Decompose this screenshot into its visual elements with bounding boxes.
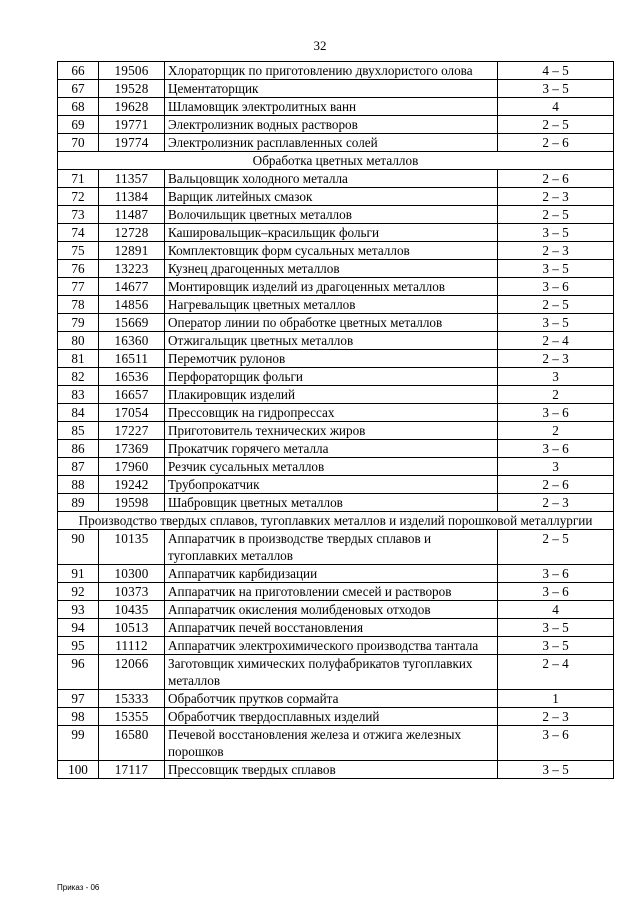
profession-code: 17227 bbox=[99, 422, 165, 440]
profession-code: 19774 bbox=[99, 134, 165, 152]
row-number: 99 bbox=[58, 726, 99, 761]
row-number: 66 bbox=[58, 62, 99, 80]
grade-range: 3 – 5 bbox=[498, 80, 614, 98]
row-number: 96 bbox=[58, 655, 99, 690]
profession-name: Электролизник расплавленных солей bbox=[165, 134, 498, 152]
row-number: 85 bbox=[58, 422, 99, 440]
row-number: 75 bbox=[58, 242, 99, 260]
grade-range: 3 – 6 bbox=[498, 278, 614, 296]
grade-range: 2 – 4 bbox=[498, 332, 614, 350]
profession-name: Нагревальщик цветных металлов bbox=[165, 296, 498, 314]
table-row bbox=[58, 332, 614, 350]
table-row bbox=[58, 278, 614, 296]
profession-name: Варщик литейных смазок bbox=[165, 188, 498, 206]
table-row bbox=[58, 708, 614, 726]
profession-name: Аппаратчик карбидизации bbox=[165, 565, 498, 583]
grade-range: 1 bbox=[498, 690, 614, 708]
profession-name: Цементаторщик bbox=[165, 80, 498, 98]
profession-code: 16360 bbox=[99, 332, 165, 350]
profession-name: Трубопрокатчик bbox=[165, 476, 498, 494]
table-row bbox=[58, 494, 614, 512]
row-number: 70 bbox=[58, 134, 99, 152]
profession-code: 16580 bbox=[99, 726, 165, 761]
row-number: 84 bbox=[58, 404, 99, 422]
profession-name: Заготовщик химических полуфабрикатов тугоплавких металлов bbox=[165, 655, 498, 690]
row-number: 69 bbox=[58, 116, 99, 134]
row-number: 87 bbox=[58, 458, 99, 476]
row-number: 93 bbox=[58, 601, 99, 619]
profession-code: 15355 bbox=[99, 708, 165, 726]
row-number: 83 bbox=[58, 386, 99, 404]
grade-range: 3 bbox=[498, 368, 614, 386]
row-number: 94 bbox=[58, 619, 99, 637]
page-number: 32 bbox=[313, 38, 327, 53]
table-row bbox=[58, 188, 614, 206]
profession-code: 11357 bbox=[99, 170, 165, 188]
table-row bbox=[58, 530, 614, 565]
profession-code: 15333 bbox=[99, 690, 165, 708]
profession-code: 13223 bbox=[99, 260, 165, 278]
profession-code: 16536 bbox=[99, 368, 165, 386]
profession-name: Резчик сусальных металлов bbox=[165, 458, 498, 476]
table-row bbox=[58, 134, 614, 152]
profession-name: Вальцовщик холодного металла bbox=[165, 170, 498, 188]
profession-code: 19528 bbox=[99, 80, 165, 98]
row-number: 68 bbox=[58, 98, 99, 116]
profession-code: 14677 bbox=[99, 278, 165, 296]
profession-code: 11384 bbox=[99, 188, 165, 206]
profession-name: Монтировщик изделий из драгоценных металлов bbox=[165, 278, 498, 296]
row-number: 95 bbox=[58, 637, 99, 655]
table-row bbox=[58, 242, 614, 260]
table-row bbox=[58, 314, 614, 332]
table-row bbox=[58, 440, 614, 458]
grade-range: 3 – 5 bbox=[498, 314, 614, 332]
profession-name: Аппаратчик окисления молибденовых отходов bbox=[165, 601, 498, 619]
grade-range: 3 – 5 bbox=[498, 619, 614, 637]
profession-name: Прессовщик твердых сплавов bbox=[165, 761, 498, 779]
row-number: 77 bbox=[58, 278, 99, 296]
table-row bbox=[58, 422, 614, 440]
grade-range: 3 – 6 bbox=[498, 565, 614, 583]
profession-code: 19506 bbox=[99, 62, 165, 80]
profession-name: Аппаратчик печей восстановления bbox=[165, 619, 498, 637]
row-number: 67 bbox=[58, 80, 99, 98]
row-number: 79 bbox=[58, 314, 99, 332]
profession-code: 12891 bbox=[99, 242, 165, 260]
table-row bbox=[58, 583, 614, 601]
row-number: 92 bbox=[58, 583, 99, 601]
row-number: 98 bbox=[58, 708, 99, 726]
profession-code: 10435 bbox=[99, 601, 165, 619]
grade-range: 4 – 5 bbox=[498, 62, 614, 80]
table-row bbox=[58, 386, 614, 404]
profession-code: 17960 bbox=[99, 458, 165, 476]
profession-code: 10513 bbox=[99, 619, 165, 637]
grade-range: 3 – 5 bbox=[498, 637, 614, 655]
table-row bbox=[58, 726, 614, 761]
profession-code: 16511 bbox=[99, 350, 165, 368]
profession-name: Кашировальщик–красильщик фольги bbox=[165, 224, 498, 242]
grade-range: 3 – 6 bbox=[498, 440, 614, 458]
table-row bbox=[58, 458, 614, 476]
table-row bbox=[58, 62, 614, 80]
table-row bbox=[58, 116, 614, 134]
row-number: 78 bbox=[58, 296, 99, 314]
profession-code: 14856 bbox=[99, 296, 165, 314]
footer-note: Приказ - 06 bbox=[57, 883, 100, 892]
profession-name: Аппаратчик в производстве твердых сплавов и тугоплавких металлов bbox=[165, 530, 498, 565]
grade-range: 2 – 5 bbox=[498, 296, 614, 314]
profession-name: Обработчик прутков сормайта bbox=[165, 690, 498, 708]
grade-range: 2 – 6 bbox=[498, 170, 614, 188]
row-number: 90 bbox=[58, 530, 99, 565]
table-row bbox=[58, 690, 614, 708]
row-number: 73 bbox=[58, 206, 99, 224]
profession-name: Приготовитель технических жиров bbox=[165, 422, 498, 440]
grade-range: 2 – 3 bbox=[498, 242, 614, 260]
profession-name: Аппаратчик электрохимического производства тантала bbox=[165, 637, 498, 655]
profession-name: Обработчик твердосплавных изделий bbox=[165, 708, 498, 726]
profession-code: 16657 bbox=[99, 386, 165, 404]
table-row bbox=[58, 761, 614, 779]
grade-range: 2 – 3 bbox=[498, 188, 614, 206]
table-row bbox=[58, 404, 614, 422]
grade-range: 2 – 3 bbox=[498, 708, 614, 726]
section-title: Производство твердых сплавов, тугоплавких металлов и изделий порошковой металлургии bbox=[58, 512, 614, 530]
grade-range: 2 – 6 bbox=[498, 134, 614, 152]
grade-range: 4 bbox=[498, 98, 614, 116]
grade-range: 3 – 6 bbox=[498, 404, 614, 422]
profession-code: 10300 bbox=[99, 565, 165, 583]
grade-range: 2 – 5 bbox=[498, 206, 614, 224]
row-number: 74 bbox=[58, 224, 99, 242]
profession-code: 19628 bbox=[99, 98, 165, 116]
grade-range: 2 bbox=[498, 386, 614, 404]
row-number: 81 bbox=[58, 350, 99, 368]
table-body bbox=[58, 62, 614, 779]
table-row bbox=[58, 368, 614, 386]
table-row bbox=[58, 476, 614, 494]
profession-code: 19242 bbox=[99, 476, 165, 494]
table-row bbox=[58, 224, 614, 242]
table-row bbox=[58, 350, 614, 368]
profession-code: 17117 bbox=[99, 761, 165, 779]
grade-range: 3 – 5 bbox=[498, 761, 614, 779]
grade-range: 3 – 6 bbox=[498, 726, 614, 761]
grade-range: 2 – 6 bbox=[498, 476, 614, 494]
profession-code: 17054 bbox=[99, 404, 165, 422]
table-row bbox=[58, 601, 614, 619]
professions-table bbox=[57, 61, 614, 779]
table-row bbox=[58, 260, 614, 278]
profession-code: 11487 bbox=[99, 206, 165, 224]
row-number: 97 bbox=[58, 690, 99, 708]
profession-code: 11112 bbox=[99, 637, 165, 655]
table-row bbox=[58, 619, 614, 637]
table-row bbox=[58, 296, 614, 314]
profession-name: Кузнец драгоценных металлов bbox=[165, 260, 498, 278]
profession-code: 19771 bbox=[99, 116, 165, 134]
profession-code: 12066 bbox=[99, 655, 165, 690]
section-title: Обработка цветных металлов bbox=[58, 152, 614, 170]
table-row bbox=[58, 80, 614, 98]
grade-range: 4 bbox=[498, 601, 614, 619]
profession-name: Перфораторщик фольги bbox=[165, 368, 498, 386]
row-number: 91 bbox=[58, 565, 99, 583]
grade-range: 3 – 5 bbox=[498, 224, 614, 242]
grade-range: 2 – 4 bbox=[498, 655, 614, 690]
row-number: 71 bbox=[58, 170, 99, 188]
section-header-row bbox=[58, 512, 614, 530]
profession-code: 17369 bbox=[99, 440, 165, 458]
row-number: 80 bbox=[58, 332, 99, 350]
profession-code: 10373 bbox=[99, 583, 165, 601]
table-row bbox=[58, 565, 614, 583]
table-row bbox=[58, 98, 614, 116]
grade-range: 2 – 3 bbox=[498, 494, 614, 512]
profession-name: Прокатчик горячего металла bbox=[165, 440, 498, 458]
profession-name: Шабровщик цветных металлов bbox=[165, 494, 498, 512]
table-row bbox=[58, 206, 614, 224]
profession-name: Волочильщик цветных металлов bbox=[165, 206, 498, 224]
profession-name: Перемотчик рулонов bbox=[165, 350, 498, 368]
grade-range: 3 – 5 bbox=[498, 260, 614, 278]
table-row bbox=[58, 170, 614, 188]
row-number: 86 bbox=[58, 440, 99, 458]
row-number: 82 bbox=[58, 368, 99, 386]
row-number: 72 bbox=[58, 188, 99, 206]
profession-name: Отжигальщик цветных металлов bbox=[165, 332, 498, 350]
profession-name: Печевой восстановления железа и отжига железных порошков bbox=[165, 726, 498, 761]
profession-name: Хлораторщик по приготовлению двухлористого олова bbox=[165, 62, 498, 80]
row-number: 89 bbox=[58, 494, 99, 512]
section-header-row bbox=[58, 152, 614, 170]
profession-name: Шламовщик электролитных ванн bbox=[165, 98, 498, 116]
profession-name: Прессовщик на гидропрессах bbox=[165, 404, 498, 422]
profession-name: Плакировщик изделий bbox=[165, 386, 498, 404]
profession-name: Комплектовщик форм сусальных металлов bbox=[165, 242, 498, 260]
profession-name: Оператор линии по обработке цветных металлов bbox=[165, 314, 498, 332]
profession-name: Аппаратчик на приготовлении смесей и растворов bbox=[165, 583, 498, 601]
profession-code: 12728 bbox=[99, 224, 165, 242]
grade-range: 3 – 6 bbox=[498, 583, 614, 601]
profession-code: 19598 bbox=[99, 494, 165, 512]
table-row bbox=[58, 637, 614, 655]
grade-range: 2 – 3 bbox=[498, 350, 614, 368]
grade-range: 3 bbox=[498, 458, 614, 476]
profession-name: Электролизник водных растворов bbox=[165, 116, 498, 134]
row-number: 76 bbox=[58, 260, 99, 278]
row-number: 100 bbox=[58, 761, 99, 779]
grade-range: 2 – 5 bbox=[498, 116, 614, 134]
profession-code: 15669 bbox=[99, 314, 165, 332]
row-number: 88 bbox=[58, 476, 99, 494]
table-row bbox=[58, 655, 614, 690]
grade-range: 2 – 5 bbox=[498, 530, 614, 565]
profession-code: 10135 bbox=[99, 530, 165, 565]
grade-range: 2 bbox=[498, 422, 614, 440]
